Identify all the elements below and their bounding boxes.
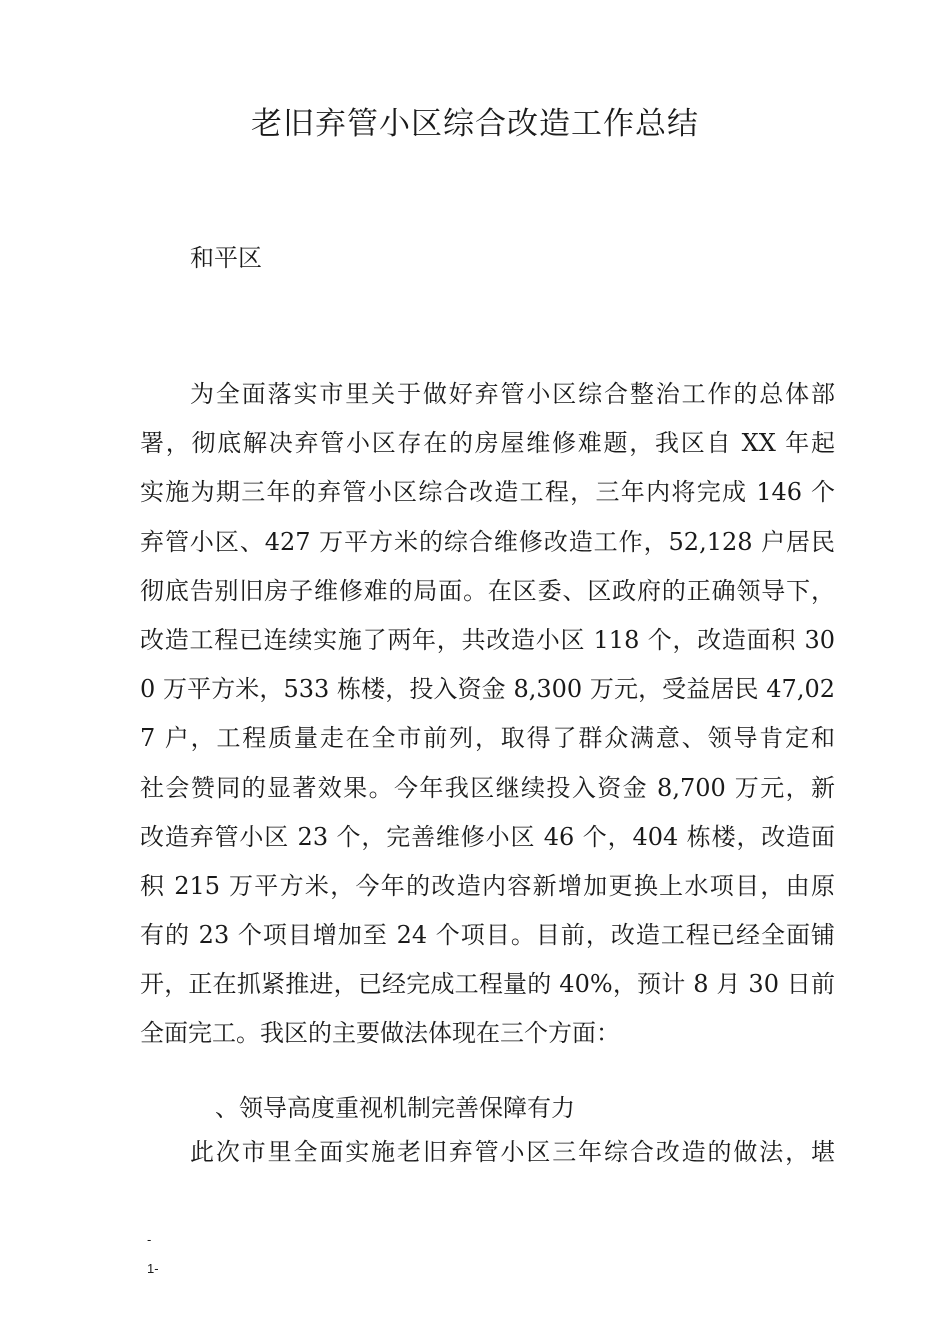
footer-dash: - xyxy=(147,1232,152,1247)
paragraph-line: 改造弃管小区 23 个，完善维修小区 46 个，404 栋楼，改造面 xyxy=(140,822,835,851)
paragraph-line: 彻底告别旧房子维修难的局面。在区委、区政府的正确领导下， xyxy=(140,576,835,605)
paragraph-line: 署，彻底解决弃管小区存在的房屋维修难题，我区自 XX 年起 xyxy=(140,429,835,458)
paragraph-line: 改造工程已连续实施了两年，共改造小区 118 个，改造面积 30 xyxy=(140,625,835,654)
paragraph-line: 7 户，工程质量走在全市前列，取得了群众满意、领导肯定和 xyxy=(140,724,835,753)
paragraph-line: 实施为期三年的弃管小区综合改造工程，三年内将完成 146 个 xyxy=(140,478,835,507)
page-number: 1- xyxy=(147,1261,159,1276)
author-line: 和平区 xyxy=(190,244,262,272)
paragraph-line: 社会赞同的显著效果。今年我区继续投入资金 8,700 万元，新 xyxy=(140,773,835,802)
paragraph-line: 开，正在抓紧推进，已经完成工程量的 40%，预计 8 月 30 日前 xyxy=(140,970,835,999)
paragraph-line: 为全面落实市里关于做好弃管小区综合整治工作的总体部 xyxy=(190,380,835,408)
paragraph-2-line: 此次市里全面实施老旧弃管小区三年综合改造的做法，堪 xyxy=(190,1138,835,1166)
paragraph-line: 0 万平方米，533 栋楼，投入资金 8,300 万元，受益居民 47,02 xyxy=(140,675,835,704)
paragraph-1 xyxy=(140,370,835,1059)
paragraph-line: 有的 23 个项目增加至 24 个项目。目前，改造工程已经全面铺 xyxy=(140,921,835,950)
paragraph-line: 积 215 万平方米，今年的改造内容新增加更换上水项目，由原 xyxy=(140,871,835,900)
paragraph-line: 全面完工。我区的主要做法体现在三个方面： xyxy=(140,1019,620,1048)
paragraph-line: 弃管小区、427 万平方米的综合维修改造工作，52,128 户居民 xyxy=(140,527,835,556)
section-heading: 、领导高度重视机制完善保障有力 xyxy=(215,1094,575,1122)
document-title: 老旧弃管小区综合改造工作总结 xyxy=(251,106,699,142)
